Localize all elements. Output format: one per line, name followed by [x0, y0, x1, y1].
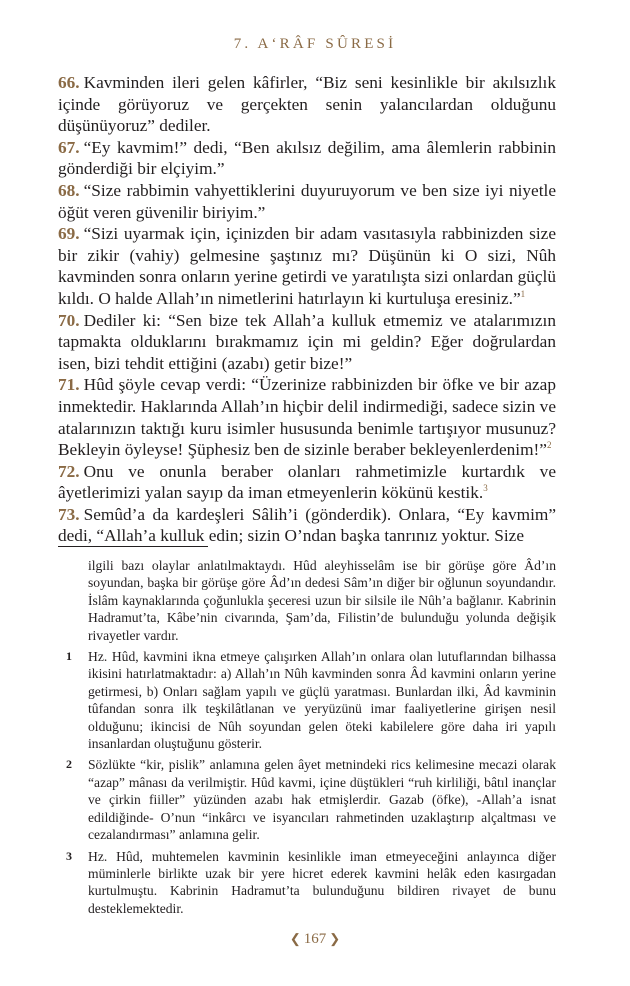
chapter-title: 7. A‘RÂF SÛRESİ	[233, 36, 397, 52]
footnote-1	[58, 648, 556, 752]
footnote-continued	[58, 557, 556, 644]
verse-number: 67.	[58, 137, 80, 157]
verse-text: “Size rabbimin vahyettiklerini duyuruyorum ve ben size iyi niyetle öğüt veren güvenilir biriyim.”	[58, 180, 556, 222]
verse-text: Hûd şöyle cevap verdi: “Üzerinize rabbinizden bir öfke ve bir azap inmektedir. Haklarında Allah’ın hiçbir delil indirmediği, sadece sizin ve atalarınızın taktığı kuru isimler hususunda benimle tartışıyor musunuz? Bekleyin öyleyse! Şüphesiz ben de sizinle beraber bekleyenlerdenim!”	[58, 375, 556, 460]
footnote-number	[58, 557, 88, 644]
footnote-number: 1	[66, 649, 72, 664]
ornament-right-icon: ❯	[329, 931, 341, 946]
verse-number: 69.	[58, 224, 80, 244]
verse-text: Semûd’a da kardeşleri Sâlih’i (gönderdik). Onlara, “Ey kavmim” dedi, “Allah’a kulluk edin; sizin O’ndan başka tanrınız yoktur. Size	[58, 504, 556, 546]
verse-68	[58, 180, 556, 223]
footnote-2	[58, 756, 556, 843]
verse-number: 73.	[58, 504, 80, 524]
ornament-left-icon: ❮	[289, 931, 301, 946]
footnote-number: 3	[66, 848, 72, 863]
footnote-text: Hz. Hûd, muhtemelen kavminin kesinlikle iman etmeyeceğini anlayınca diğer müminlerle birlikte uzak bir yere hicret ederek kavmini helâk eden kasırgadan kurtulmuştu. Kabrinin Hadramut’ta bulunduğunu bildiren rivayet de bunu desteklemektedir.	[88, 848, 556, 916]
verse-71	[58, 374, 556, 460]
footnote-text: Sözlükte “kir, pislik” anlamına gelen âyet metnindeki rics kelimesine mecazi olarak “azap” mânası da verilmiştir. Hûd kavmi, içine düştükleri “ruh kirliliği, bâtıl inançlar ve çirkin fiiller” yüzünden azabı hak etmişlerdir. Gazab (öfke), -Allah’a isnat edildiğinde- O’nun “inkârcı ve isyancıları rahmetinden uzaklaştırıp alçaltması ve cezalandırması” anlamına gelir.	[88, 757, 556, 843]
footnote-ref[interactable]: 2	[546, 440, 552, 451]
footnotes	[58, 557, 556, 921]
footnote-number: 2	[66, 757, 72, 772]
verse-70	[58, 310, 556, 375]
footnote-divider	[58, 546, 208, 547]
verse-body	[58, 72, 556, 547]
verse-text: Dediler ki: “Sen bize tek Allah’a kulluk etmemiz ve atalarımızın tapmakta olduklarını bırakmamız için mi geldin? Eğer doğrulardan isen, bizi tehdit ettiğini (azabı) getir bize!”	[58, 310, 556, 373]
verse-73	[58, 504, 556, 547]
verse-72	[58, 461, 556, 504]
verse-text: “Sizi uyarmak için, içinizden bir adam vasıtasıyla rabbinizden size bir zikir (vahiy) gelmesine şaştınız mı? Düşünün ki O sizi, Nûh kavminden sonra onların yerine getirdi ve yaratılışta sizi onlardan güçlü kıldı. O halde Allah’ın nimetlerini hatırlayın ki kurtuluşa eresiniz.”	[58, 224, 556, 308]
footnote-text: ilgili bazı olaylar anlatılmaktaydı. Hûd aleyhisselâm ise bir görüşe göre Âd’ın soyundan, başka bir görüşe göre Âd’ın dedesi Sâm’ın diğer bir oğlunun soyundandır. İslâm kaynaklarında çoğunlukla şeceresi uzun bir silsile ile Nûh’a bağlanır. Kabrinin Hadramut’ta, Kâbe’nin civarında, Şam’da, Filistin’de bulunduğu yolunda değişik rivayetler vardır.	[88, 558, 556, 643]
verse-number: 70.	[58, 310, 80, 330]
footnote-text: Hz. Hûd, kavmini ikna etmeye çalışırken Allah’ın onlara olan lutuflarından bilhassa ikisini hatırlatmaktadır: a) Allah’ın Nûh kavminden sonra Âd kavmini onların yerine getirmesi, b) Onları sağlam yapılı ve güçlü yaratması. Bunlardan ilki, Âd kavminin tûfandan sonra ilk teşkilâtlanan ve yeryüzünü imar faaliyetlerine girişen nesil olduğunu; ikincisi de Nûh soyundan gelen öteki kabilelere göre daha iri yapılı insanlardan oluştuğunu gösterir.	[88, 649, 556, 752]
verse-text: Onu ve onunla beraber olanları rahmetimizle kurtardık ve âyetlerimizi yalan sayıp da iman etmeyenlerin kökünü kestik.	[58, 461, 556, 503]
verse-number: 72.	[58, 461, 80, 481]
footnote-ref[interactable]: 1	[520, 289, 526, 300]
footnote-3	[58, 848, 556, 918]
page-number: 167	[303, 931, 327, 947]
running-header	[0, 36, 630, 53]
verse-number: 66.	[58, 73, 80, 92]
verse-66	[58, 72, 556, 137]
verse-text: Kavminden ileri gelen kâfirler, “Biz seni kesinlikle bir akılsızlık içinde görüyoruz ve gerçekten senin yalancılardan olduğunu düşünüyoruz” dediler.	[58, 73, 556, 136]
verse-69	[58, 223, 556, 309]
footnote-ref[interactable]: 3	[483, 483, 488, 494]
page-footer	[0, 931, 630, 948]
verse-67	[58, 137, 556, 180]
verse-number: 71.	[58, 375, 80, 395]
verse-number: 68.	[58, 180, 80, 200]
verse-text: “Ey kavmim!” dedi, “Ben akılsız değilim, ama âlemlerin rabbinin gönderdiği bir elçiyim.”	[58, 137, 556, 179]
